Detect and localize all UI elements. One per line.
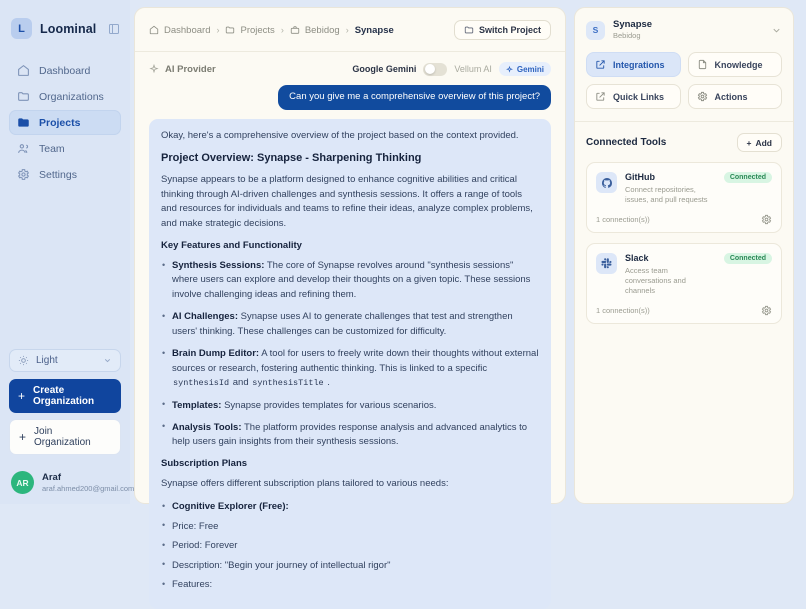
right-card (574, 7, 794, 504)
tool-header (596, 172, 772, 205)
feature-term: Analysis Tools: (172, 421, 242, 433)
tool-footer (596, 214, 772, 225)
status-badge: Connected (724, 253, 772, 264)
user-name: Araf (42, 471, 62, 483)
folder-icon (225, 25, 235, 35)
tool-name: GitHub (625, 172, 655, 182)
add-tool-button[interactable] (737, 133, 783, 152)
badge-label: Gemini (516, 64, 544, 74)
brand-name: Loominal (40, 21, 97, 36)
tool-connections: 1 connection(s)) (596, 306, 650, 315)
project-header[interactable] (586, 19, 782, 41)
switch-project-button[interactable] (454, 20, 551, 40)
sidebar-item-label: Projects (39, 116, 81, 129)
external-link-icon (595, 91, 606, 102)
home-icon (17, 64, 30, 77)
sidebar-item-team[interactable] (9, 136, 121, 161)
tool-description: Access team conversations and channels (625, 265, 686, 295)
sidebar (0, 0, 135, 504)
plus-icon: + (746, 137, 752, 148)
tab-label: Quick Links (613, 91, 665, 102)
chevron-down-icon[interactable] (771, 25, 782, 36)
feature-term: Templates: (172, 399, 222, 411)
breadcrumb (135, 8, 565, 52)
folder-icon (464, 25, 474, 35)
provider-toggle[interactable] (423, 63, 447, 76)
sun-icon (18, 355, 29, 366)
feature-text: Synapse uses AI to generate challenges that test and strengthen users' thinking. These challenges can be customized for difficulty. (172, 311, 513, 337)
tab-label: Integrations (613, 59, 665, 70)
plus-icon: + (19, 430, 27, 444)
join-organization-label: Join Organization (34, 426, 91, 448)
breadcrumb-item-dashboard[interactable] (149, 25, 210, 36)
chevron-down-icon (103, 356, 112, 365)
plan-item: • Period: Forever (161, 539, 539, 553)
breadcrumb-separator: › (216, 25, 220, 35)
feature-item (161, 310, 539, 339)
tab-label: Knowledge (714, 59, 763, 70)
sidebar-item-label: Team (39, 142, 65, 155)
feature-item (161, 259, 539, 302)
sparkle-icon (506, 66, 513, 73)
toggle-knob (425, 64, 435, 74)
external-link-icon (595, 59, 606, 70)
breadcrumb-label: Projects (240, 24, 275, 36)
slack-icon (596, 253, 617, 274)
feature-item (161, 347, 539, 390)
assistant-title: Project Overview: Synapse - Sharpening Thinking (161, 152, 422, 165)
switch-project-label: Switch Project (478, 25, 541, 35)
plan-item: • Features: (161, 578, 539, 592)
gear-icon (17, 168, 30, 181)
feature-term: AI Challenges: (172, 311, 238, 323)
breadcrumb-separator: › (280, 25, 284, 35)
chat-message-assistant (149, 119, 551, 609)
create-organization-label: Create Organization (33, 385, 95, 407)
theme-label: Light (36, 355, 58, 366)
tool-connections: 1 connection(s)) (596, 214, 650, 224)
provider-option-vellum[interactable]: Vellum AI (454, 64, 492, 74)
sidebar-item-label: Dashboard (39, 64, 91, 77)
gear-icon (697, 91, 708, 102)
sparkle-icon (149, 64, 159, 74)
theme-select[interactable] (9, 349, 121, 372)
provider-option-gemini[interactable]: Google Gemini (352, 64, 417, 74)
home-icon (149, 25, 159, 35)
assistant-intro: Okay, here's a comprehensive overview of the project based on the context provided. (161, 129, 519, 141)
panel-left-icon[interactable] (108, 23, 120, 35)
inline-code: synthesisId (173, 378, 230, 389)
ai-provider-text: AI Provider (165, 63, 216, 75)
breadcrumb-item-projects[interactable] (225, 25, 274, 36)
folder-open-icon (17, 116, 30, 129)
project-logo: S (586, 21, 605, 40)
breadcrumb-item-bebidog[interactable] (290, 25, 340, 36)
inline-code: synthesisTitle (252, 378, 324, 389)
breadcrumb-separator: › (345, 25, 349, 35)
assistant-summary: Synapse appears to be a platform designed to enhance cognitive abilities and critical thinking through AI-driven challenges and synthesis sessions. It offers a range of tools and resources for individuals and teams to refine their ideas, analyze complex problems, and make strategic decisions. (161, 174, 533, 229)
panel-tabs (586, 52, 782, 109)
features-heading: Key Features and Functionality (161, 240, 302, 251)
tool-name: Slack (625, 252, 649, 263)
feature-text: The platform provides response analysis and advanced analytics to help users gain insights from their synthesis sessions. (172, 421, 528, 448)
sidebar-item-dashboard[interactable] (9, 58, 121, 83)
sidebar-item-organizations[interactable] (9, 84, 121, 109)
brand (0, 0, 130, 44)
main-area (130, 0, 570, 590)
feature-term: Synthesis Sessions: (172, 260, 265, 271)
chat-thread (135, 85, 565, 609)
feature-text: The core of Synapse revolves around "synthesis sessions" where users can explore and develop their thoughts on a given topic. These sessions involve challenging ideas and refining them. (172, 260, 531, 300)
tab-knowledge[interactable] (688, 52, 783, 77)
project-org: Bebidog (613, 30, 641, 40)
plan-item: • Description: "Begin your journey of intellectual rigor" (161, 559, 539, 573)
connected-tools-title: Connected Tools (586, 137, 667, 148)
feature-term: Brain Dump Editor: (172, 348, 260, 360)
tab-actions[interactable] (688, 84, 783, 109)
project-name: Synapse (613, 19, 653, 30)
tab-label: Actions (714, 91, 748, 102)
github-icon (596, 172, 617, 193)
tab-integrations[interactable] (586, 52, 681, 77)
sidebar-item-projects[interactable] (9, 110, 121, 135)
sidebar-nav (0, 58, 130, 187)
feature-text: A tool for users to freely write down their thoughts without external sources or research, fostering authentic thinking. This is linked to a specific (172, 348, 539, 374)
feature-text: Synapse provides templates for various scenarios. (221, 399, 437, 411)
user-email: araf.ahmed200@gmail.com (42, 483, 135, 493)
brand-logo: L (11, 18, 32, 39)
add-label: Add (755, 137, 772, 148)
feature-text-mid: and (230, 377, 252, 389)
plan-term: Cognitive Explorer (Free): (172, 501, 289, 513)
users-icon (17, 142, 30, 155)
join-organization-button[interactable] (9, 419, 121, 455)
status-badge (499, 62, 551, 76)
gear-icon[interactable] (761, 305, 772, 316)
tab-quick-links[interactable] (586, 84, 681, 109)
ai-provider-label (149, 64, 216, 75)
user-profile[interactable] (9, 471, 135, 494)
breadcrumb-label: Bebidog (304, 24, 340, 36)
plans-heading: Subscription Plans (161, 457, 248, 469)
connected-tools-header (586, 133, 782, 152)
breadcrumb-label: Dashboard (164, 24, 211, 36)
breadcrumb-label: Synapse (354, 24, 394, 36)
plus-icon: + (18, 389, 26, 403)
tool-card-github[interactable] (586, 162, 782, 233)
panel-divider (575, 121, 793, 122)
file-icon (697, 59, 708, 70)
plan-item: • Price: Free (161, 520, 539, 534)
tool-footer (596, 305, 772, 316)
main-card (134, 7, 566, 590)
sidebar-item-settings[interactable] (9, 162, 121, 187)
ai-provider-bar (135, 52, 565, 85)
feature-text-tail: . (324, 377, 330, 389)
plan-item (161, 500, 539, 514)
tool-card-slack[interactable] (586, 243, 782, 324)
briefcase-icon (290, 25, 300, 35)
folder-icon (17, 90, 30, 103)
chat-message-user: Can you give me a comprehensive overview of this project? (278, 85, 551, 110)
tool-description: Connect repositories, issues, and pull requests (625, 184, 708, 204)
create-organization-button[interactable] (9, 379, 121, 413)
breadcrumb-item-synapse (355, 25, 394, 36)
ai-provider-controls (352, 62, 551, 76)
right-panel (570, 0, 806, 504)
status-badge: Connected (724, 172, 772, 183)
avatar: AR (11, 471, 34, 494)
sidebar-bottom (0, 349, 135, 504)
sidebar-item-label: Organizations (39, 90, 104, 103)
feature-item (161, 421, 539, 450)
gear-icon[interactable] (761, 214, 772, 225)
sidebar-item-label: Settings (39, 168, 77, 181)
tool-header (596, 253, 772, 296)
plans-intro: Synapse offers different subscription plans tailored to various needs: (161, 477, 449, 489)
feature-item (161, 399, 539, 413)
